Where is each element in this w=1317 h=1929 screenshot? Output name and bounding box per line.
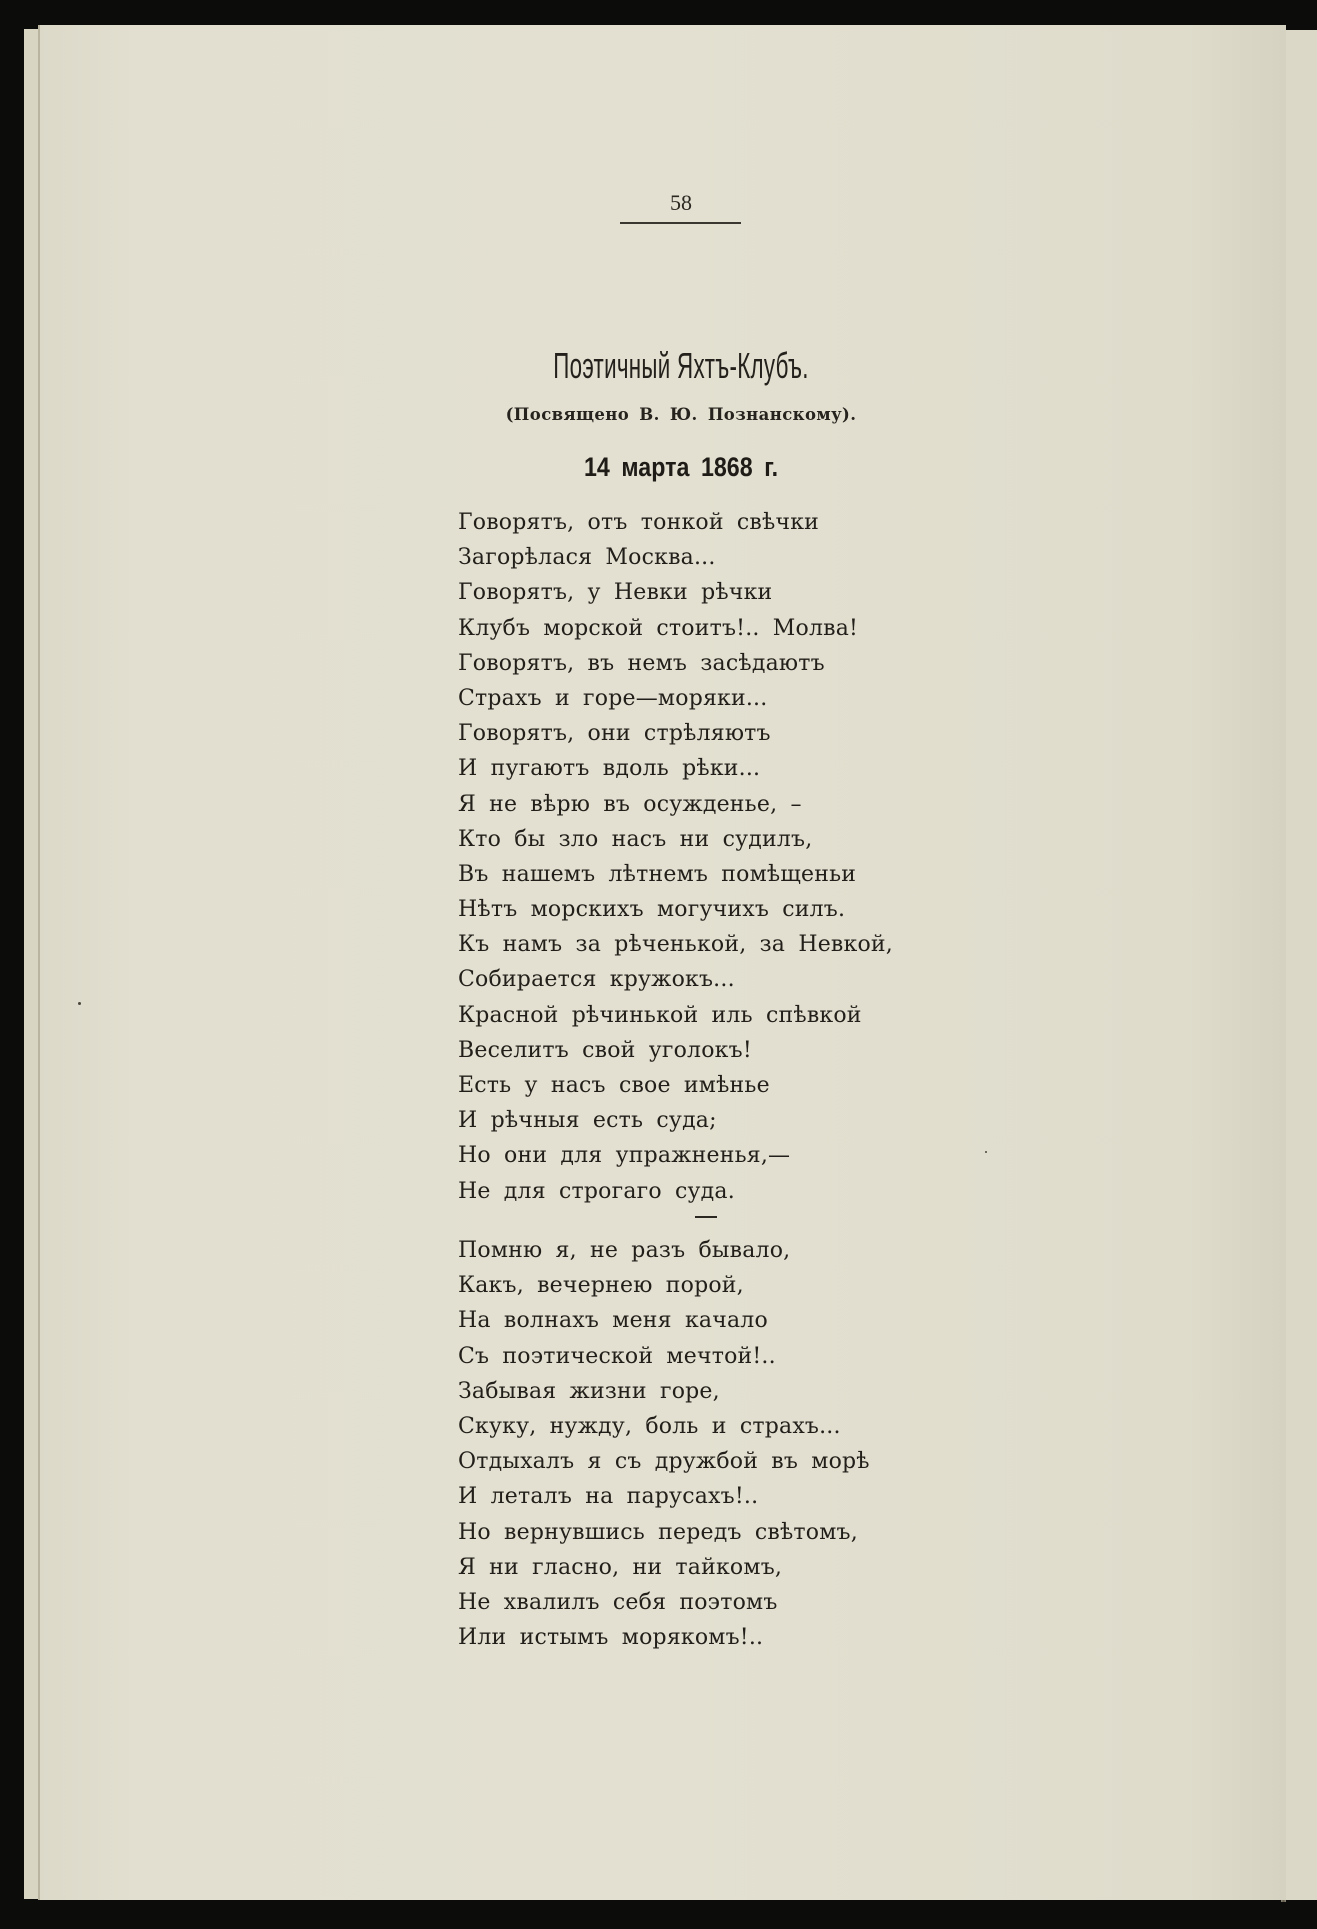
poem-title: Поэтичный Яхтъ-Клубъ. <box>553 345 809 386</box>
verse-line: Веселитъ свой уголокъ! <box>458 1037 752 1063</box>
paper-speck <box>985 1151 987 1153</box>
verse-line: И пугаютъ вдоль рѣки... <box>458 756 761 782</box>
verse-line: Съ поэтической мечтой!.. <box>458 1343 776 1369</box>
verse-line: Къ намъ за рѣченькой, за Невкой, <box>458 932 893 958</box>
verse-line: Говорятъ, отъ тонкой свѣчки <box>458 510 820 535</box>
verse-line: Помню я, не разъ бывало, <box>458 1238 791 1263</box>
verse-line: Есть у насъ свое имѣнье <box>458 1073 770 1098</box>
dedication: (Посвящено В. Ю. Познанскому). <box>505 405 857 424</box>
verse-line: Собирается кружокъ... <box>458 967 735 993</box>
verse-line: Клубъ морской стоитъ!.. Молва! <box>458 615 859 641</box>
verse-line: Какъ, вечернею порой, <box>458 1273 744 1299</box>
verse-line: Но они для упражненья,— <box>458 1143 791 1169</box>
verse-line: Или истымъ морякомъ!.. <box>458 1625 764 1651</box>
poem-date: 14 марта 1868 г. <box>583 452 779 482</box>
verse-line: Говорятъ, у Невки рѣчки <box>458 580 773 606</box>
verse-line: И рѣчныя есть суда; <box>458 1108 717 1134</box>
verse-line: Но вернувшись передъ свѣтомъ, <box>458 1519 858 1545</box>
verse-line: На волнахъ меня качало <box>458 1308 768 1334</box>
paper-speck <box>78 1002 81 1005</box>
facing-page-strip <box>1286 30 1317 1900</box>
verse-line: Загорѣлася Москва... <box>458 545 716 571</box>
verse-line: Скуку, нужду, боль и страхъ... <box>458 1413 841 1439</box>
verse-line: Я не вѣрю въ осужденье, – <box>458 791 802 817</box>
verse-line: Не хвалилъ себя поэтомъ <box>458 1589 778 1615</box>
verse-line: Страхъ и горе—моряки... <box>458 685 768 711</box>
verse-line: И леталъ на парусахъ!.. <box>458 1484 759 1510</box>
stanza-2 <box>458 1233 870 1655</box>
page-number-rule <box>620 222 741 224</box>
verse-line: Красной рѣчинькой иль спѣвкой <box>458 1002 862 1028</box>
verse-line: Въ нашемъ лѣтнемъ помѣщеньи <box>458 861 857 887</box>
verse-line: Кто бы зло насъ ни судилъ, <box>458 826 813 852</box>
stanza-1 <box>458 505 893 1209</box>
verse-line: Говорятъ, они стрѣляютъ <box>458 721 771 747</box>
verse-line: Забывая жизни горе, <box>458 1378 720 1404</box>
page-number: 58 <box>670 190 692 215</box>
verse-line: Говорятъ, въ немъ засѣдаютъ <box>458 650 825 676</box>
verse-line: Не для строгаго суда. <box>458 1178 735 1204</box>
stanza-separator <box>695 1216 717 1218</box>
verse-line: Нѣтъ морскихъ могучихъ силъ. <box>458 897 846 923</box>
verse-line: Отдыхалъ я съ дружбой въ морѣ <box>458 1449 870 1475</box>
verse-line: Я ни гласно, ни тайкомъ, <box>458 1554 783 1580</box>
